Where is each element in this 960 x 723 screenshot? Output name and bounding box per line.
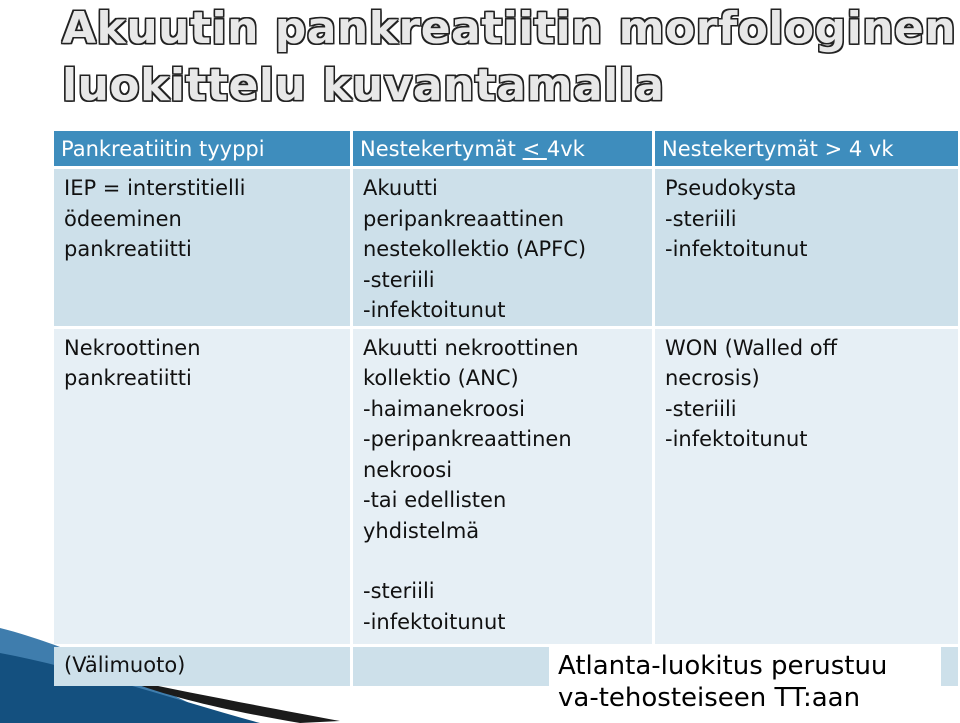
cell-line: -peripankreaattinen bbox=[363, 427, 572, 451]
footnote-line-1: Atlanta-luokitus perustuu bbox=[558, 651, 888, 681]
cell-early bbox=[353, 169, 652, 326]
cell-line: pankreatiitti bbox=[64, 237, 192, 261]
cell-line: (Välimuoto) bbox=[64, 652, 186, 677]
cell-line: Pseudokysta bbox=[665, 176, 797, 200]
cell-line: -infektoitunut bbox=[665, 237, 808, 261]
cell-line: -infektoitunut bbox=[363, 298, 506, 322]
cell-late bbox=[655, 329, 958, 644]
cell-line: ödeeminen bbox=[64, 206, 182, 231]
cell-spacer bbox=[363, 546, 652, 576]
header-text-suffix: 4vk bbox=[546, 136, 585, 161]
cell-late bbox=[655, 169, 958, 326]
cell-line: yhdistelmä bbox=[363, 518, 480, 543]
footnote-line-2: va-tehosteiseen TT:aan bbox=[558, 683, 861, 713]
cell-line: peripankreaattinen bbox=[363, 206, 565, 231]
header-collections-over-4wk: Nestekertymät > 4 vk bbox=[655, 131, 958, 166]
cell-line: necrosis) bbox=[665, 366, 760, 390]
cell-line: -tai edellisten bbox=[363, 488, 507, 512]
cell-line: nestekollektio (APFC) bbox=[363, 237, 587, 261]
cell-type bbox=[54, 647, 350, 686]
cell-line: nekroosi bbox=[363, 457, 453, 482]
header-underlined-symbol: < bbox=[522, 136, 547, 161]
table-row bbox=[54, 329, 958, 644]
footnote-box bbox=[549, 646, 941, 723]
cell-line: -haimanekroosi bbox=[363, 396, 525, 421]
header-text: Nestekertymät bbox=[360, 136, 523, 161]
slide-title bbox=[62, 0, 957, 114]
header-pancreatitis-type: Pankreatiitin tyyppi bbox=[54, 131, 350, 166]
cell-line: WON (Walled off bbox=[665, 335, 838, 360]
cell-type bbox=[54, 169, 350, 326]
cell-line: kollektio (ANC) bbox=[363, 366, 519, 390]
cell-line: -steriili bbox=[363, 267, 435, 292]
cell-line: -steriili bbox=[665, 206, 737, 231]
classification-table bbox=[51, 128, 960, 689]
cell-line: -infektoitunut bbox=[363, 609, 506, 634]
cell-line: Nekroottinen bbox=[64, 335, 201, 360]
header-collections-under-4wk bbox=[353, 131, 652, 166]
title-line-2: luokittelu kuvantamalla bbox=[62, 60, 665, 111]
cell-early bbox=[353, 329, 652, 644]
cell-line: Akuutti bbox=[363, 176, 438, 200]
cell-line: -steriili bbox=[665, 396, 737, 421]
cell-line: pankreatiitti bbox=[64, 366, 192, 390]
cell-line: -infektoitunut bbox=[665, 427, 808, 451]
cell-line: Akuutti nekroottinen bbox=[363, 335, 579, 360]
title-line-1: Akuutin pankreatiitin morfologinen bbox=[62, 3, 957, 54]
table-row bbox=[54, 169, 958, 326]
cell-line: -steriili bbox=[363, 579, 435, 603]
cell-type bbox=[54, 329, 350, 644]
cell-line: IEP = interstitielli bbox=[64, 176, 246, 200]
table-header-row bbox=[54, 131, 958, 166]
